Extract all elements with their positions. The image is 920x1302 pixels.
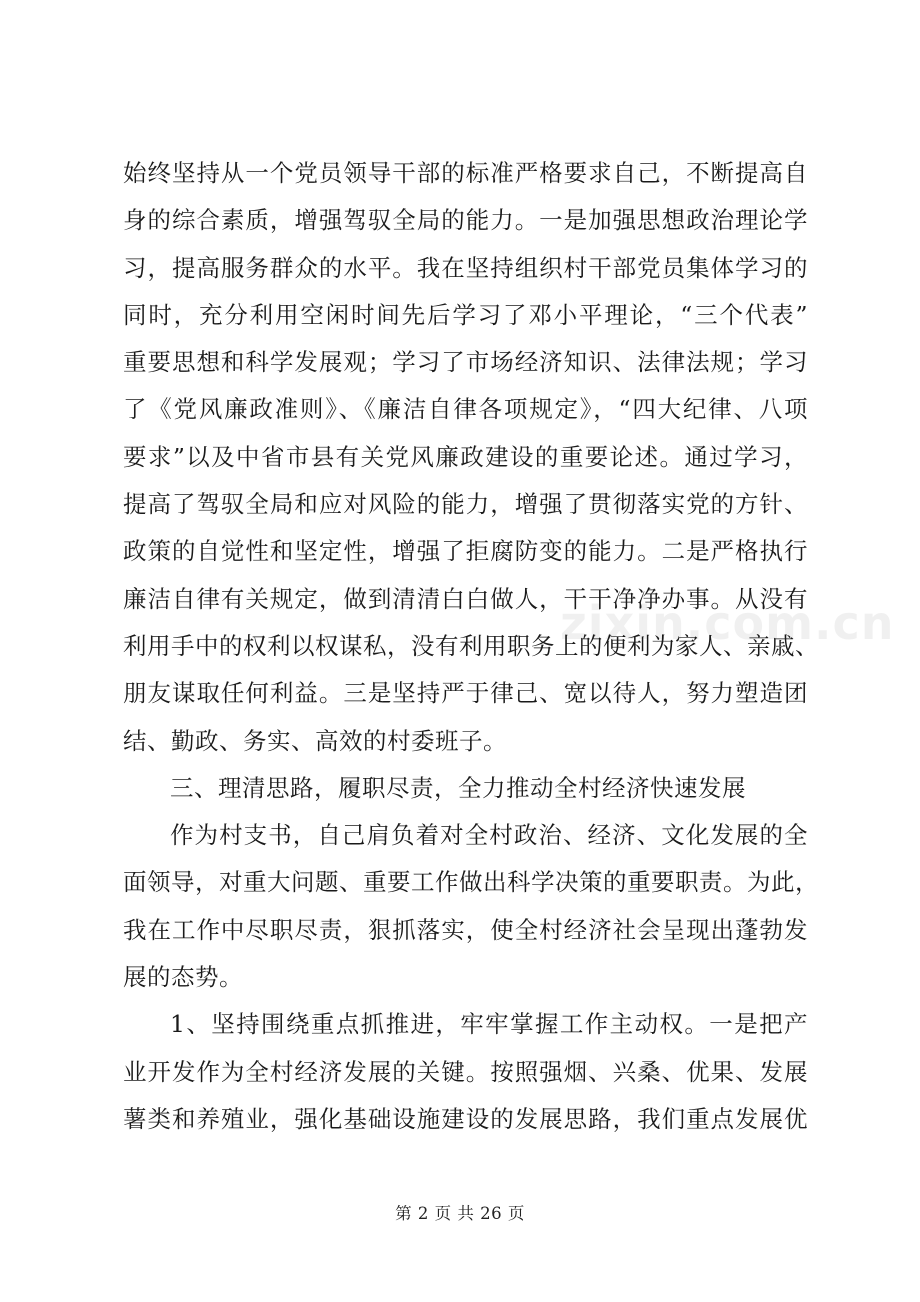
text-line: 政策的自觉性和坚定性，增强了拒腐防变的能力。二是严格执行	[123, 537, 808, 566]
text-line: 同时，充分利用空闲时间先后学习了邓小平理论，“三个代表”	[123, 300, 808, 329]
text-line: 廉洁自律有关规定，做到清清白白做人，干干净净办事。从没有	[123, 584, 808, 613]
text-line: 身的综合素质，增强驾驭全局的能力。一是加强思想政治理论学	[123, 206, 808, 235]
text-line: 作为村支书，自己肩负着对全村政治、经济、文化发展的全	[170, 821, 808, 850]
text-line: 薯类和养殖业，强化基础设施建设的发展思路，我们重点发展优	[123, 1104, 808, 1133]
text-line: 了《党风廉政准则》、《廉洁自律各项规定》，“四大纪律、八项	[123, 395, 808, 424]
text-line: 我在工作中尽职尽责，狠抓落实，使全村经济社会呈现出蓬勃发	[123, 915, 808, 944]
text-line: 习，提高服务群众的水平。我在坚持组织村干部党员集体学习的	[123, 253, 808, 282]
text-line: 重要思想和科学发展观；学习了市场经济知识、法律法规；学习	[123, 348, 808, 377]
text-line: 始终坚持从一个党员领导干部的标准严格要求自己，不断提高自	[123, 159, 808, 187]
watermark: zixin.com.cn	[560, 596, 895, 650]
text-line: 朋友谋取任何利益。三是坚持严于律己、宽以待人，努力塑造团	[123, 679, 808, 708]
text-line: 提高了驾驭全局和应对风险的能力，增强了贯彻落实党的方针、	[123, 490, 808, 519]
document-body	[123, 150, 819, 1143]
page-footer: 第 2 页 共 26 页	[395, 1204, 525, 1223]
text-line: 1、坚持围绕重点抓推进，牢牢掌握工作主动权。一是把产	[170, 1010, 808, 1039]
text-line: 结、勤政、务实、高效的村委班子。	[123, 726, 507, 755]
text-line: 业开发作为全村经济发展的关键。按照强烟、兴桑、优果、发展	[123, 1057, 808, 1086]
text-line: 面领导，对重大问题、重要工作做出科学决策的重要职责。为此，	[123, 868, 819, 897]
text-line: 利用手中的权利以权谋私，没有利用职务上的便利为家人、亲戚、	[123, 631, 819, 660]
section-heading: 三、理清思路，履职尽责，全力推动全村经济快速发展	[170, 773, 746, 802]
text-line: 展的态势。	[123, 963, 243, 992]
text-line: 要求”以及中省市县有关党风廉政建设的重要论述。通过学习，	[123, 442, 808, 471]
